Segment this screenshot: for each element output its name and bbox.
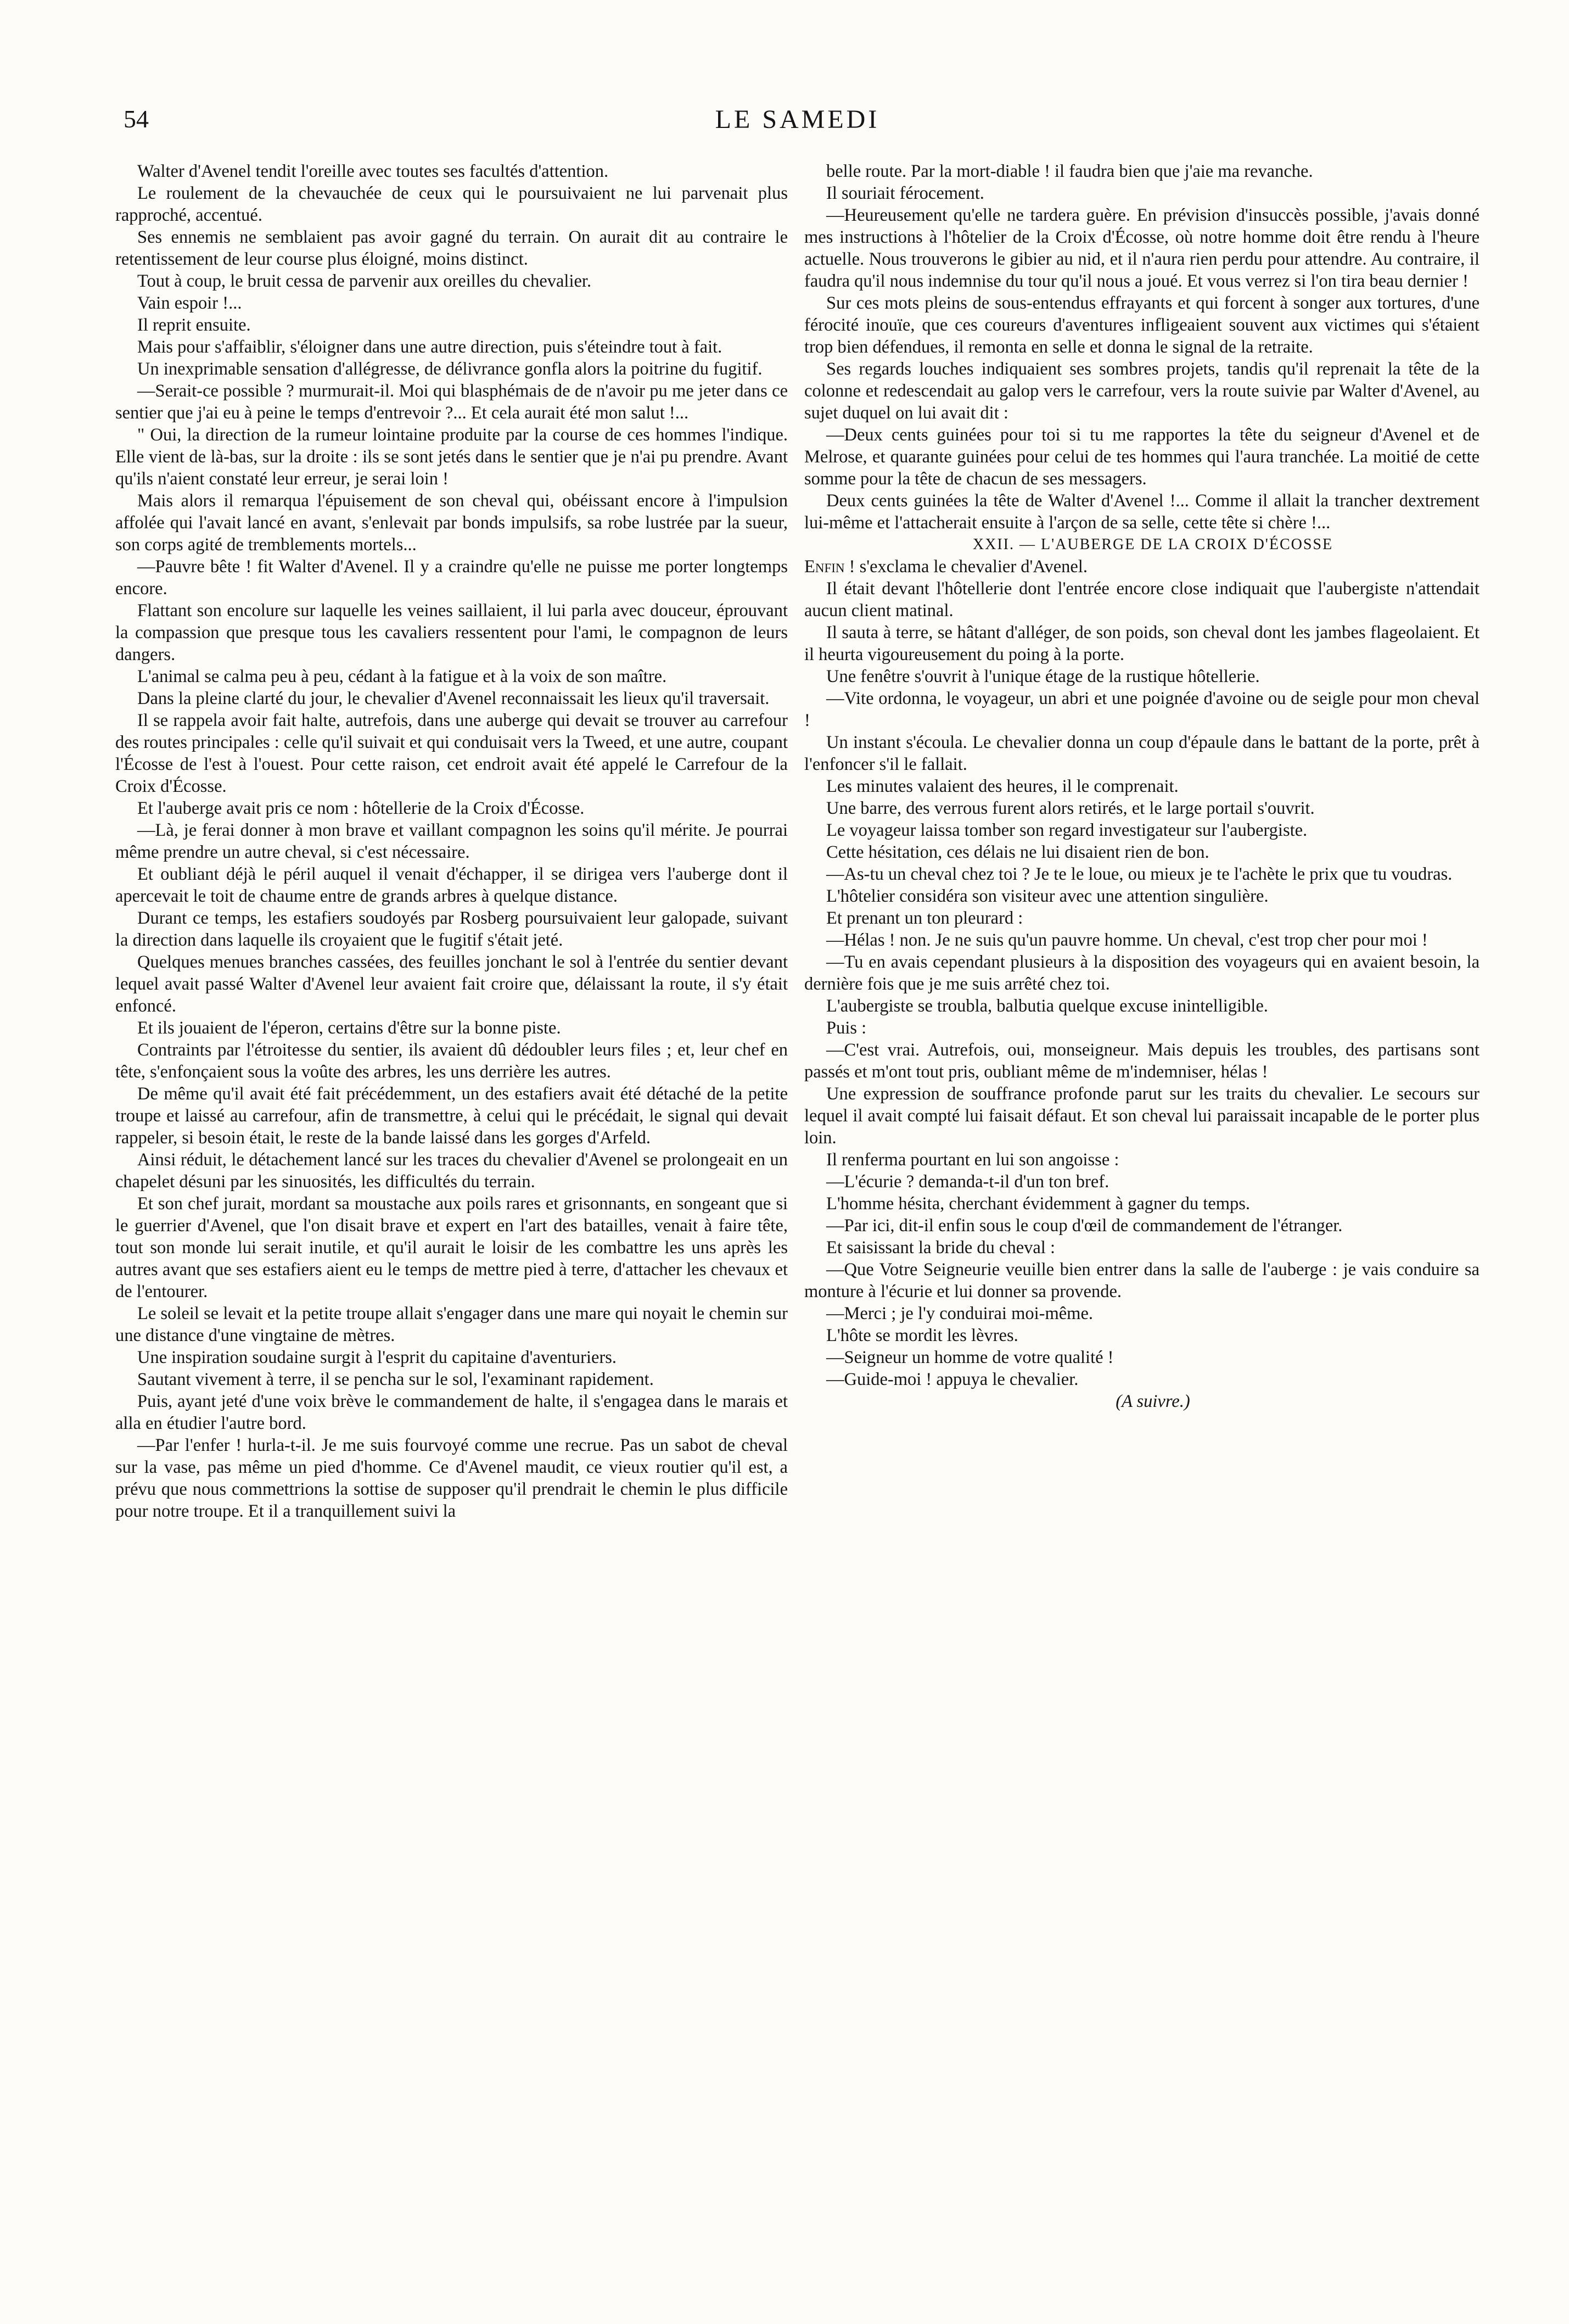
paragraph: —Deux cents guinées pour toi si tu me rapportes la tête du seigneur d'Avenel et de Melrose, et quarante guinées pour celui de tes hommes qui l'aura tranchée. La moitié de cette somme pour la tête de chacun de ses messagers. bbox=[804, 425, 1480, 489]
paragraph: Et son chef jurait, mordant sa moustache aux poils rares et grisonnants, en songeant que si le guerrier d'Avenel, que l'on disait brave et expert en l'art des batailles, venait à faire tête, tout son monde lui serait inutile, et qu'il aurait le loisir de les combattre les uns après les autres avant que ses estafiers aient eu le temps de mettre pied à terre, d'attacher les chevaux et de l'entourer. bbox=[115, 1194, 788, 1301]
paragraph: Et saisissant la bride du cheval : bbox=[826, 1238, 1055, 1258]
paragraph: Et prenant un ton pleurard : bbox=[826, 908, 1023, 928]
paragraph: Flattant son encolure sur laquelle les veines saillaient, il lui parla avec douceur, éprouvant la compassion que presque tous les cavaliers ressentent pour l'ami, le compagnon de leurs dangers. bbox=[115, 601, 788, 664]
paragraph: Une fenêtre s'ouvrit à l'unique étage de la rustique hôtellerie. bbox=[826, 667, 1260, 686]
chapter-heading: XXII. — L'AUBERGE DE LA CROIX D'ÉCOSSE bbox=[972, 536, 1333, 553]
paragraph: L'hôte se mordit les lèvres. bbox=[826, 1326, 1018, 1345]
paragraph: —Serait-ce possible ? murmurait-il. Moi qui blasphémais de de n'avoir pu me jeter dans ce sentier que j'ai eu à peine le temps d'entrevoir ?... Et cela aurait été mon salut !... bbox=[115, 381, 788, 423]
page-header bbox=[124, 104, 1471, 143]
paragraph: belle route. Par la mort-diable ! il faudra bien que j'aie ma revanche. bbox=[826, 161, 1313, 181]
paragraph: Il sauta à terre, se hâtant d'alléger, de son poids, son cheval dont les jambes flageolaient. Et il heurta vigoureusement du poing à la porte. bbox=[804, 623, 1480, 664]
paragraph: Mais alors il remarqua l'épuisement de son cheval qui, obéissant encore à l'impulsion affolée qui l'avait lancé en avant, s'enlevait par bonds impulsifs, sa robe lustrée par la sueur, son corps agité de tremblements mortels... bbox=[115, 491, 788, 555]
paragraph: Quelques menues branches cassées, des feuilles jonchant le sol à l'entrée du sentier devant lequel avait passé Walter d'Avenel leur avaient fait croire que, délaissant la route, il s'y était enfoncé. bbox=[115, 952, 788, 1016]
paragraph: Deux cents guinées la tête de Walter d'Avenel !... Comme il allait la trancher dextrement lui-même et l'attacherait ensuite à l'arçon de sa selle, cette tête si chère !... bbox=[804, 491, 1480, 533]
paragraph: —Guide-moi ! appuya le chevalier. bbox=[826, 1370, 1079, 1389]
paragraph: Le roulement de la chevauchée de ceux qui le poursuivaient ne lui parvenait plus rapproché, accentué. bbox=[115, 183, 788, 225]
paragraph: Ainsi réduit, le détachement lancé sur les traces du chevalier d'Avenel se prolongeait en un chapelet désuni par les sinuosités, les difficultés du terrain. bbox=[115, 1150, 788, 1192]
chapter-opening-paragraph: Enfin ! s'exclama le chevalier d'Avenel. bbox=[804, 557, 1088, 577]
right-column-continuation bbox=[804, 160, 1480, 534]
to-be-continued: (A suivre.) bbox=[1116, 1392, 1190, 1411]
paragraph: —Par ici, dit-il enfin sous le coup d'œil de commandement de l'étranger. bbox=[826, 1216, 1343, 1236]
paragraph: Il renferma pourtant en lui son angoisse : bbox=[826, 1150, 1119, 1170]
drop-word: Enfin bbox=[804, 557, 845, 577]
paragraph: Il souriait férocement. bbox=[826, 183, 984, 203]
paragraph: Il se rappela avoir fait halte, autrefois, dans une auberge qui devait se trouver au carrefour des routes principales : celle qu'il suivait et qui conduisait vers la Tweed, et une autre, coupant l'Écosse de l'est à l'ouest. Pour cette raison, cet endroit avait été appelé le Carrefour de la Croix d'Écosse. bbox=[115, 711, 788, 796]
paragraph: Contraints par l'étroitesse du sentier, ils avaient dû dédoubler leurs files ; et, leur chef en tête, s'enfonçaient sous la voûte des arbres, les uns derrière les autres. bbox=[115, 1040, 788, 1082]
paragraph: Dans la pleine clarté du jour, le chevalier d'Avenel reconnaissait les lieux qu'il traversait. bbox=[137, 689, 770, 708]
paragraph: Sautant vivement à terre, il se pencha sur le sol, l'examinant rapidement. bbox=[137, 1370, 654, 1389]
paragraph: L'homme hésita, cherchant évidemment à gagner du temps. bbox=[826, 1194, 1251, 1214]
paragraph: Tout à coup, le bruit cessa de parvenir aux oreilles du chevalier. bbox=[137, 271, 592, 291]
paragraph: —Pauvre bête ! fit Walter d'Avenel. Il y a craindre qu'elle ne puisse me porter longtemps encore. bbox=[115, 557, 788, 599]
paragraph: Walter d'Avenel tendit l'oreille avec toutes ses facultés d'attention. bbox=[137, 161, 609, 181]
paragraph: Il était devant l'hôtellerie dont l'entrée encore close indiquait que l'aubergiste n'attendait aucun client matinal. bbox=[804, 579, 1480, 621]
paragraph: —Là, je ferai donner à mon brave et vaillant compagnon les soins qu'il mérite. Je pourrai même prendre un autre cheval, si c'est nécessaire. bbox=[115, 820, 788, 862]
paragraph: L'aubergiste se troubla, balbutia quelque excuse inintelligible. bbox=[826, 996, 1268, 1016]
paragraph: Cette hésitation, ces délais ne lui disaient rien de bon. bbox=[826, 842, 1209, 862]
paragraph: Sur ces mots pleins de sous-entendus effrayants et qui forcent à songer aux tortures, d'une férocité inouïe, que ces coureurs d'aventures infligeaient souvent aux victimes qui s'étaient trop bien défendues, il remonta en selle et donna le signal de la retraite. bbox=[804, 293, 1480, 357]
paragraph: Et ils jouaient de l'éperon, certains d'être sur la bonne piste. bbox=[137, 1018, 561, 1038]
paragraph: Un inexprimable sensation d'allégresse, de délivrance gonfla alors la poitrine du fugitif. bbox=[137, 359, 763, 379]
paragraph: L'hôtelier considéra son visiteur avec une attention singulière. bbox=[826, 886, 1269, 906]
paragraph: Et oubliant déjà le péril auquel il venait d'échapper, il se dirigea vers l'auberge dont il apercevait le toit de chaume entre de grands arbres à quelque distance. bbox=[115, 864, 788, 906]
paragraph: —Seigneur un homme de votre qualité ! bbox=[826, 1348, 1114, 1367]
paragraph: Une barre, des verrous furent alors retirés, et le large portail s'ouvrit. bbox=[826, 798, 1315, 818]
paragraph: Ses ennemis ne semblaient pas avoir gagné du terrain. On aurait dit au contraire le retentissement de leur course plus éloigné, moins distinct. bbox=[115, 227, 788, 269]
paragraph: —Que Votre Seigneurie veuille bien entrer dans la salle de l'auberge : je vais conduire sa monture à l'écurie et lui donner sa provende. bbox=[804, 1260, 1480, 1301]
paragraph: —C'est vrai. Autrefois, oui, monseigneur. Mais depuis les troubles, des partisans sont passés et m'ont tout pris, oubliant même de m'indemniser, hélas ! bbox=[804, 1040, 1480, 1082]
paragraph: Puis, ayant jeté d'une voix brève le commandement de halte, il s'engagea dans le marais et alla en étudier l'autre bord. bbox=[115, 1392, 788, 1433]
page-number: 54 bbox=[124, 105, 149, 133]
paragraph: —L'écurie ? demanda-t-il d'un ton bref. bbox=[826, 1172, 1109, 1192]
paragraph: Le voyageur laissa tomber son regard investigateur sur l'aubergiste. bbox=[826, 820, 1308, 840]
paragraph: —Vite ordonna, le voyageur, un abri et une poignée d'avoine ou de seigle pour mon cheval ! bbox=[804, 689, 1480, 730]
paragraph: Les minutes valaient des heures, il le comprenait. bbox=[826, 776, 1179, 796]
paragraph: De même qu'il avait été fait précédemment, un des estafiers avait été détaché de la petite troupe et laissé au carrefour, afin de transmettre, à celui qui le précédait, le signal qui devait rappeler, si besoin était, le reste de la bande laissé dans les gorges d'Arfeld. bbox=[115, 1084, 788, 1148]
paragraph: Une inspiration soudaine surgit à l'esprit du capitaine d'aventuriers. bbox=[137, 1348, 617, 1367]
right-column bbox=[804, 160, 1480, 1412]
paragraph: Une expression de souffrance profonde parut sur les traits du chevalier. Le secours sur lequel il avait compté lui faisait défaut. Et son cheval lui paraissait incapable de le porter plus loin. bbox=[804, 1084, 1480, 1148]
paragraph: —Par l'enfer ! hurla-t-il. Je me suis fourvoyé comme une recrue. Pas un sabot de cheval sur la vase, pas même un pied d'homme. Ce d'Avenel maudit, ce vieux routier qu'il est, a prévu que nous commettrions la sottise de supposer qu'il prendrait le chemin le plus difficile pour notre troupe. Et il a tranquillement suivi la bbox=[115, 1435, 788, 1521]
paragraph: Et l'auberge avait pris ce nom : hôtellerie de la Croix d'Écosse. bbox=[137, 798, 585, 818]
paragraph: Mais pour s'affaiblir, s'éloigner dans une autre direction, puis s'éteindre tout à fait. bbox=[137, 337, 722, 357]
paragraph: Puis : bbox=[826, 1018, 867, 1038]
left-column bbox=[115, 160, 788, 1522]
paragraph: —As-tu un cheval chez toi ? Je te le loue, ou mieux je te l'achète le prix que tu voudras. bbox=[826, 864, 1453, 884]
running-title: LE SAMEDI bbox=[715, 105, 880, 134]
paragraph: " Oui, la direction de la rumeur lointaine produite par la course de ces hommes l'indique. Elle vient de là-bas, sur la droite : ils se sont jetés dans le sentier que je n'ai pu prendre. Avant qu'ils n'aient constaté leur erreur, je serai loin ! bbox=[115, 425, 788, 489]
paragraph: —Heureusement qu'elle ne tardera guère. En prévision d'insuccès possible, j'avais donné mes instructions à l'hôtelier de la Croix d'Écosse, où notre homme doit être rendu à l'heure actuelle. Nous trouverons le gibier au nid, et il n'aura rien perdu pour attendre. Au contraire, il faudra qu'il nous indemnise du tour qu'il nous a joué. Et vous verrez si l'on tira beau dernier ! bbox=[804, 205, 1480, 291]
paragraph: —Hélas ! non. Je ne suis qu'un pauvre homme. Un cheval, c'est trop cher pour moi ! bbox=[826, 930, 1428, 950]
paragraph: Le soleil se levait et la petite troupe allait s'engager dans une mare qui noyait le chemin sur une distance d'une vingtaine de mètres. bbox=[115, 1304, 788, 1345]
paragraph: Durant ce temps, les estafiers soudoyés par Rosberg poursuivaient leur galopade, suivant la direction dans laquelle ils croyaient que le fugitif s'était jeté. bbox=[115, 908, 788, 950]
paragraph: Il reprit ensuite. bbox=[137, 315, 251, 335]
chapter-body bbox=[804, 556, 1480, 1390]
paragraph: Vain espoir !... bbox=[137, 293, 242, 313]
paragraph: L'animal se calma peu à peu, cédant à la fatigue et à la voix de son maître. bbox=[137, 667, 667, 686]
paragraph: —Merci ; je l'y conduirai moi-même. bbox=[826, 1304, 1093, 1323]
paragraph: Un instant s'écoula. Le chevalier donna un coup d'épaule dans le battant de la porte, prêt à l'enfoncer s'il le fallait. bbox=[804, 733, 1480, 774]
paragraph: Ses regards louches indiquaient ses sombres projets, tandis qu'il reprenait la tête de la colonne et redescendait au galop vers le carrefour, vers la route suivie par Walter d'Avenel, au sujet duquel on lui avait dit : bbox=[804, 359, 1480, 423]
paragraph: —Tu en avais cependant plusieurs à la disposition des voyageurs qui en avaient besoin, la dernière fois que je me suis arrêté chez toi. bbox=[804, 952, 1480, 994]
